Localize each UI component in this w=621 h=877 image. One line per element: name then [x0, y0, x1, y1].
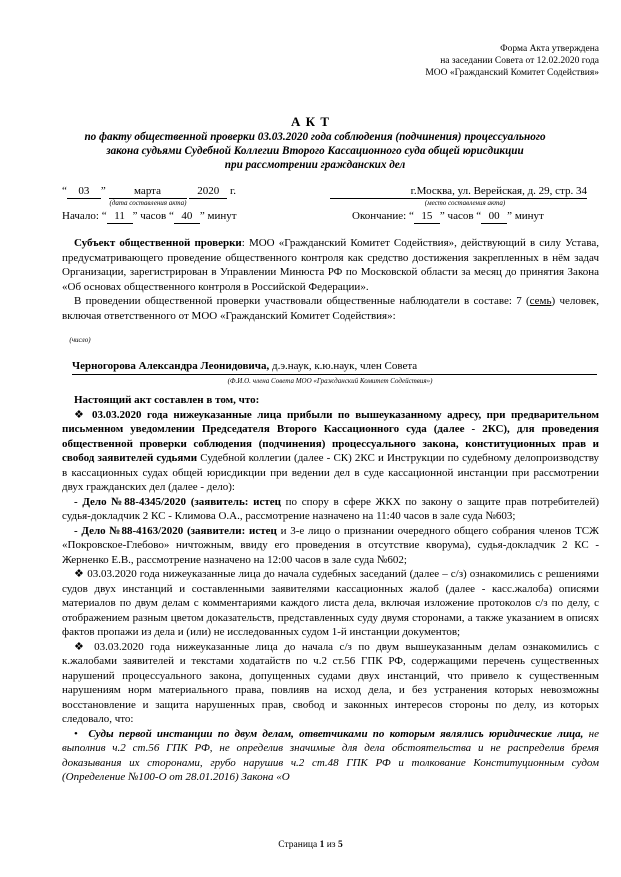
- case-1-bold: - Дело №88-4345/2020 (заявитель: истец: [74, 495, 281, 508]
- approval-line-3: МОО «Гражданский Комитет Содействия»: [425, 68, 599, 78]
- footer-sep: из: [326, 840, 336, 850]
- date-year: 2020: [189, 185, 227, 199]
- place-value: г.Москва, ул. Верейская, д. 29, стр. 34: [330, 185, 587, 199]
- diamond-bullet-icon: ❖: [74, 640, 95, 653]
- start-label: Начало:: [62, 210, 99, 222]
- subtitle-line-3: при рассмотрении гражданских дел: [224, 159, 406, 171]
- end-minutes: 00: [481, 210, 507, 224]
- subject-label: Субъект общественной проверки: [74, 237, 242, 249]
- case-2-rest: и 3-е лицо о признании очередного общего собрания членов ТСЖ «Покровское-Глебово» ничтожным, ввиду его проведения в отсутствие кворума), судья-докладчик 2 КС - Жерненко Е.В., рассмотрение назначено на 12:00 часов в зале суда №602;: [62, 524, 600, 566]
- end-row: Окончание: “ 15 ” часов “ 00 ” минут: [352, 210, 544, 222]
- start-minutes: 40: [174, 210, 200, 224]
- subject-section: [62, 236, 599, 323]
- date-note: (дата составления акта): [109, 199, 187, 207]
- paragraph-1-rest: Судебной коллегии (далее - СК) 2КС и Инструкции по судебному делопроизводству в кассационных судах общей юрисдикции при ведении дел в суде кассационной инстанции при рассмотрении двух гражданских дел (далее - дело):: [62, 452, 600, 493]
- date-day: 03: [67, 185, 101, 199]
- main-body: [62, 393, 599, 785]
- subject-text: : МОО «Гражданский Комитет Содействия», действующий в силу Устава, предусматривающего проведение общественного контроля как средство достижения закрепленных в нём задач Организации, зарегистрирован в Управлении Минюста РФ по Московской области за месяц до принятия Закона «Об основах общественного контроля в Российской Федерации».: [62, 237, 599, 293]
- subtitle-line-1: по факту общественной проверки 03.03.2020 года соблюдения (подчинения) процессуального: [84, 131, 546, 143]
- member-note: (Ф.И.О. члена Совета МОО «Гражданский Комитет Содействия»): [227, 377, 433, 385]
- approval-line-1: Форма Акта утверждена: [500, 44, 599, 54]
- paragraph-2-text: 03.03.2020 года нижеуказанные лица до начала судебных заседаний (далее – с/з) ознакомились с решениями судов двух инстанций и составленными заявителями кассационных жалоб (далее - касс.жалоба) описями материалов по двум делам с комментариями каждого листа дела, включая изложение протоколов с/з по делу, с отображением разным цветом доказательств, представленных суду двумя сторонами, а также указанием в описях фактов пропажи из дела и (или) не исследованных судом 1-й инстанции документов;: [62, 568, 599, 638]
- paragraph-4-italic: не выполнив ч.2 ст.56 ГПК РФ, не определив значимые для дела обстоятельства и не распределив бремя доказывания их сторонами, грубо нарушив ч.2 ст.48 ГПК РФ и толкование Конституционным судом (Определение №100-О от 28.01.2016) Закона «О: [62, 727, 600, 783]
- paragraph-3-text: 03.03.2020 года нижеуказанные лица до начала с/з по двум вышеуказанным делам ознакомились с к.жалобами заявителей и текстами ходатайств по ч.2 ст.56 ГПК РФ, содержащими перечень существенных нарушений процессуального закона, допущенных судами двух инстанций, что привело к существенным нарушениям норм материального права, повлияв на исход дела, и без устранения которых невозможны восстановление и защита нарушенных прав, свобод и законных интересов стороны по делу, из которых следовало, что:: [62, 640, 599, 725]
- document-title: А К Т: [291, 114, 330, 129]
- member-row: [72, 360, 597, 375]
- member-name: Черногорова Александра Леонидовича,: [72, 360, 270, 372]
- date-suffix: г.: [230, 185, 237, 197]
- diamond-bullet-icon: ❖: [74, 568, 88, 580]
- start-hours-label: часов: [140, 210, 167, 222]
- end-hours-label: часов: [447, 210, 474, 222]
- start-minutes-label: минут: [207, 210, 237, 222]
- observers-text-2: ) человек, включая ответственного от МОО «Гражданский Комитет Содействия»:: [62, 295, 599, 322]
- footer-total: 5: [337, 840, 343, 850]
- end-minutes-label: минут: [514, 210, 544, 222]
- document-subtitle: [60, 130, 570, 172]
- end-label: Окончание:: [352, 210, 407, 222]
- case-1-rest: по спору в сфере ЖКХ по закону о защите прав потребителей) судья-докладчик 2 КС - Климова О.А., рассмотрение назначено на 11:40 часов в зале суда №603;: [62, 495, 599, 522]
- paragraph-3: [62, 640, 599, 727]
- number-note: (число): [69, 336, 91, 344]
- date-month: марта: [109, 185, 187, 199]
- paragraph-4-bold: Суды первой инстанции по двум делам, ответчиками по которым являлись юридические лица,: [88, 727, 584, 740]
- paragraph-1-bold: 03.03.2020 года нижеуказанные лица прибыли по вышеуказанному адресу, при предварительном письменном уведомлении Председателя Второго Кассационного суда (далее - 2КС), для проведения общественной проверки соблюдения (подчинения) процессуального закона, конституционных прав и свобод заявителей судьями: [62, 408, 599, 464]
- approval-note: [339, 43, 599, 79]
- subtitle-line-2: закона судьями Судебной Коллегии Второго Кассационного суда общей юрисдикции: [106, 145, 524, 157]
- member-rest: д.э.наук, к.ю.наук, член Совета: [269, 360, 418, 372]
- date-row: “ 03 ” марта 2020 г.: [62, 185, 237, 197]
- paragraph-4: [62, 727, 599, 785]
- case-2: [62, 524, 599, 568]
- observers-count: семь: [529, 295, 552, 307]
- footer-page: 1: [319, 840, 325, 850]
- case-1: [62, 495, 599, 524]
- paragraph-1: [62, 408, 599, 495]
- place-note: (место составления акта): [424, 199, 506, 207]
- approval-line-2: на заседании Совета от 12.02.2020 года: [440, 56, 599, 66]
- place-row: [330, 185, 587, 199]
- footer-prefix: Страница: [278, 840, 318, 850]
- case-2-bold: - Дело №88-4163/2020 (заявители: истец: [74, 524, 277, 537]
- paragraph-2: [62, 567, 599, 640]
- start-row: Начало: “ 11 ” часов “ 40 ” минут: [62, 210, 237, 222]
- observers-text-1: В проведении общественной проверки участвовали общественные наблюдатели в составе: 7 (: [74, 295, 530, 307]
- observers-paragraph: [62, 294, 599, 323]
- end-hours: 15: [414, 210, 440, 224]
- dot-bullet-icon: •: [74, 727, 89, 740]
- page-footer: [0, 840, 621, 850]
- start-hours: 11: [107, 210, 133, 224]
- established-line: Настоящий акт составлен в том, что:: [74, 394, 260, 406]
- diamond-bullet-icon: ❖: [74, 408, 93, 421]
